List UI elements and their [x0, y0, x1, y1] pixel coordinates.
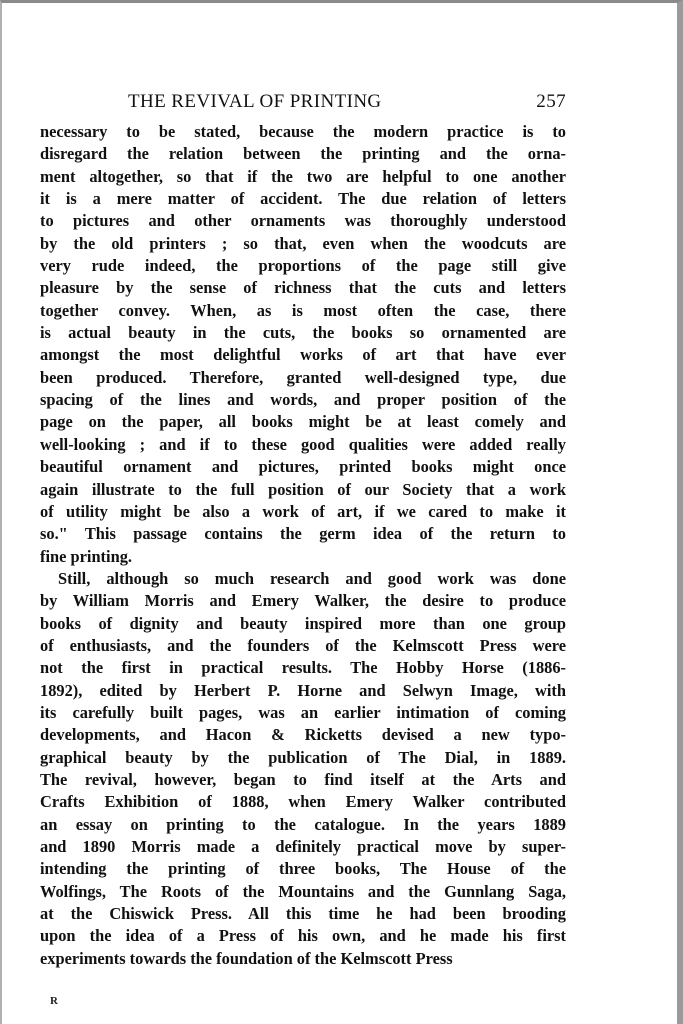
text-line: disregard the relation between the printing and the orna- — [40, 144, 566, 164]
text-line: at the Chiswick Press. All this time he had been brooding — [40, 904, 566, 924]
page-number: 257 — [536, 91, 566, 112]
text-line: Wolfings, The Roots of the Mountains and the Gunnlang Saga, — [40, 881, 566, 901]
text-line: Still, although so much research and good work was done — [58, 568, 566, 588]
text-line: very rude indeed, the proportions of the page still give — [40, 256, 566, 276]
text-line: is actual beauty in the cuts, the books so ornamented are — [40, 323, 566, 343]
text-line: beautiful ornament and pictures, printed books might once — [40, 457, 566, 477]
text-line: graphical beauty by the publication of The Dial, in 1889. — [40, 747, 566, 767]
text-line: upon the idea of a Press of his own, and he made his first — [40, 926, 566, 946]
text-line: 1892), edited by Herbert P. Horne and Selwyn Image, with — [40, 680, 566, 700]
text-line: and 1890 Morris made a definitely practical move by super- — [40, 837, 566, 856]
text-line: amongst the most delightful works of art that have ever — [40, 345, 566, 365]
text-line: pleasure by the sense of richness that the cuts and letters — [40, 278, 566, 298]
running-head — [40, 89, 566, 117]
text-line: fine printing. — [40, 546, 132, 566]
text-line: been produced. Therefore, granted well-designed type, due — [40, 367, 566, 387]
text-line: spacing of the lines and words, and proper position of the — [40, 390, 566, 410]
signature-mark: R — [50, 995, 58, 1007]
text-line: Crafts Exhibition of 1888, when Emery Walker contributed — [40, 792, 566, 812]
text-line: intending the printing of three books, The House of the — [40, 859, 566, 879]
text-line: books of dignity and beauty inspired more than one group — [40, 613, 566, 633]
paragraph — [40, 568, 566, 970]
text-line: not the first in practical results. The Hobby Horse (1886- — [40, 658, 566, 678]
text-line: by William Morris and Emery Walker, the desire to produce — [40, 591, 566, 611]
text-line: of utility might be also a work of art, if we cared to make it — [40, 501, 566, 521]
text-line: ment altogether, so that if the two are helpful to one another — [40, 166, 566, 186]
text-line: so." This passage contains the germ idea of the return to — [40, 524, 566, 544]
text-line: The revival, however, began to find itself at the Arts and — [40, 769, 566, 789]
book-page — [40, 89, 566, 970]
body-text — [40, 121, 566, 970]
paragraph-continued — [40, 121, 566, 568]
text-line: page on the paper, all books might be at least comely and — [40, 412, 566, 432]
text-line: by the old printers ; so that, even when the woodcuts are — [40, 233, 566, 253]
text-line: an essay on printing to the catalogue. In the years 1889 — [40, 814, 566, 834]
text-line: well-looking ; and if to these good qualities were added really — [40, 434, 566, 454]
text-line: experiments towards the foundation of the Kelmscott Press — [40, 948, 453, 968]
text-line: its carefully built pages, was an earlier intimation of coming — [40, 702, 566, 722]
text-line: together convey. When, as is most often the case, there — [40, 300, 566, 320]
text-line: of enthusiasts, and the founders of the Kelmscott Press were — [40, 635, 566, 655]
text-line: necessary to be stated, because the modern practice is to — [40, 122, 566, 141]
text-line: it is a mere matter of accident. The due relation of letters — [40, 189, 566, 209]
running-title: THE REVIVAL OF PRINTING — [128, 91, 382, 112]
text-line: to pictures and other ornaments was thoroughly understood — [40, 211, 566, 231]
text-line: developments, and Hacon & Ricketts devised a new typo- — [40, 725, 566, 745]
text-line: again illustrate to the full position of our Society that a work — [40, 479, 566, 499]
